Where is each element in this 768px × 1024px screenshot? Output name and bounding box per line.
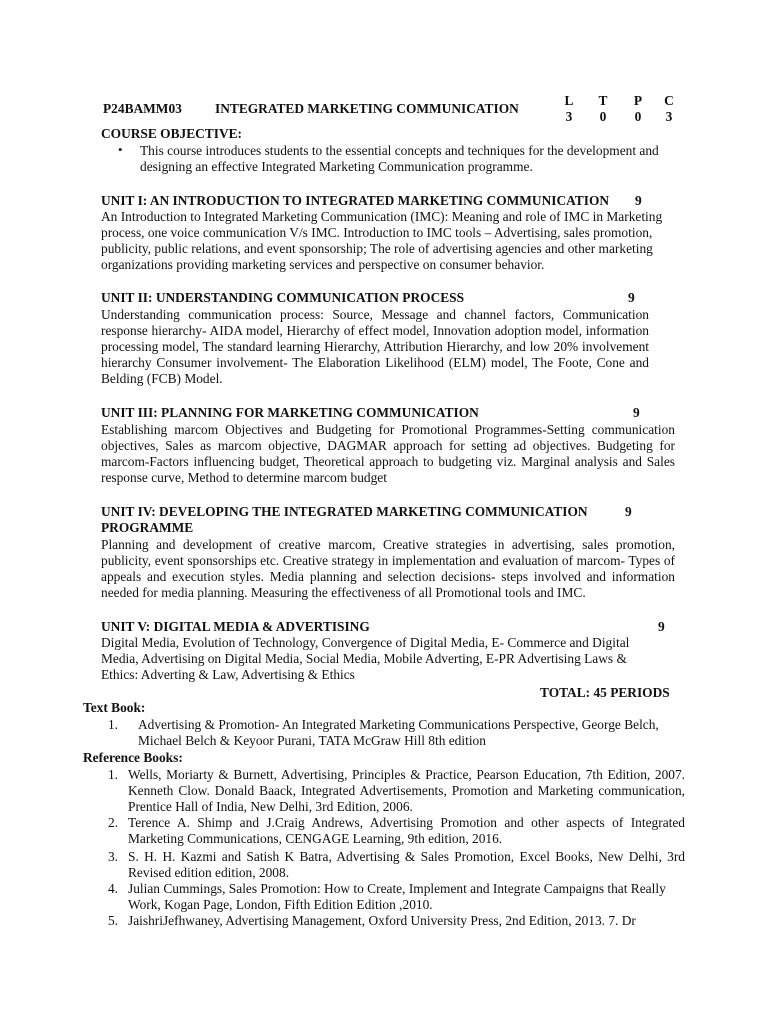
unit-3-content: Establishing marcom Objectives and Budgeting for Promotional Programmes-Setting communication objectives, Sales as marcom objective, DAGMAR approach for setting ad objectives. Budgeting for marcom-Factors influencing budget, Theoretical approach to budgeting viz. Marginal analysis and Sales response curve, Method to determine marcom budget [101, 422, 675, 485]
ltpc-label-c: C [664, 93, 674, 108]
textbook-item [100, 717, 685, 749]
ltpc-label-l: L [564, 93, 574, 108]
unit-5-heading [101, 619, 676, 635]
reference-item-3 [100, 849, 685, 881]
ltpc-label-p: P [633, 93, 643, 108]
unit-2-title: UNIT II: UNDERSTANDING COMMUNICATION PROCESS [101, 290, 465, 305]
ltpc-value-t: 0 [599, 109, 607, 124]
textbook-heading: Text Book: [83, 700, 146, 715]
unit-4-hours: 9 [625, 504, 632, 519]
unit-1-title: UNIT I: AN INTRODUCTION TO INTEGRATED MARKETING COMMUNICATION [101, 193, 610, 208]
unit-3-title: UNIT III: PLANNING FOR MARKETING COMMUNICATION [101, 405, 479, 420]
unit-1-heading [101, 193, 676, 209]
unit-1-hours: 9 [635, 193, 642, 208]
reference-item-2 [100, 815, 685, 847]
unit-4-title: UNIT IV: DEVELOPING THE INTEGRATED MARKETING COMMUNICATION PROGRAMME [101, 504, 588, 535]
objective-text: This course introduces students to the essential concepts and techniques for the development and designing an effective Integrated Marketing Communication programme. [140, 143, 659, 174]
unit-5-title: UNIT V: DIGITAL MEDIA & ADVERTISING [101, 619, 370, 634]
course-title: INTEGRATED MARKETING COMMUNICATION [215, 101, 519, 116]
reference-item-5 [100, 913, 685, 929]
ltpc-label-t: T [598, 93, 608, 108]
reference-item-4 [100, 881, 685, 913]
reference-number: 3. [107, 849, 118, 864]
unit-2-heading [101, 290, 676, 306]
ltpc-value-l: 3 [565, 109, 573, 124]
reference-text: Wells, Moriarty & Burnett, Advertising, Principles & Practice, Pearson Education, 7th Edition, 2007. Kenneth Clow. Donald Baack, Integrated Advertisements, Promotion and Marketing communication, Prentice Hall of India, New Delhi, 3rd Edition, 2006. [128, 767, 685, 814]
unit-2-content: Understanding communication process: Source, Message and channel factors, Communication response hierarchy- AIDA model, Hierarchy of effect model, Innovation adoption model, information processing model, The standard learning Hierarchy, Attribution Hierarchy, and low 20% involvement hierarchy Consumer involvement- The Elaboration Likelihood (ELM) model, The Foote, Cone and Belding (FCB) Model. [101, 307, 649, 386]
ltpc-value-p: 0 [634, 109, 642, 124]
references-heading: Reference Books: [83, 750, 183, 765]
total-periods: TOTAL: 45 PERIODS [540, 685, 670, 700]
reference-number: 5. [107, 913, 118, 928]
objective-heading: COURSE OBJECTIVE: [101, 126, 243, 141]
unit-3-heading [101, 405, 676, 421]
ltpc-value-c: 3 [665, 109, 673, 124]
unit-4-heading [101, 504, 632, 536]
reference-number: 1. [107, 767, 118, 782]
reference-text: S. H. H. Kazmi and Satish K Batra, Advertising & Sales Promotion, Excel Books, New Delhi, 3rd Revised edition edition, 2008. [128, 849, 685, 880]
textbook-item-text: Advertising & Promotion- An Integrated Marketing Communications Perspective, George Belch, Michael Belch & Keyoor Purani, TATA McGraw Hill 8th edition [138, 717, 659, 748]
textbook-item-number: 1. [107, 717, 118, 732]
reference-number: 4. [107, 881, 118, 896]
unit-3-hours: 9 [633, 405, 640, 420]
reference-number: 2. [107, 815, 118, 830]
unit-2-hours: 9 [628, 290, 635, 305]
unit-1-content: An Introduction to Integrated Marketing Communication (IMC): Meaning and role of IMC in Marketing process, one voice communication V/s IMC. Introduction to IMC tools – Advertising, sales promotion, publicity, public relations, and event sponsorship; The role of advertising agencies and other marketing organizations providing marketing services and perspective on consumer behavior. [101, 209, 663, 272]
bullet-icon: • [118, 142, 123, 157]
reference-text: Terence A. Shimp and J.Craig Andrews, Advertising Promotion and other aspects of Integrated Marketing Communications, CENGAGE Learning, 9th edition, 2016. [128, 815, 685, 846]
reference-item-1 [100, 767, 685, 815]
unit-5-hours: 9 [658, 619, 665, 634]
reference-text: Julian Cummings, Sales Promotion: How to Create, Implement and Integrate Campaigns that Really Work, Kogan Page, London, Fifth Edition Edition ,2010. [128, 881, 666, 912]
course-code: P24BAMM03 [103, 101, 182, 116]
unit-5-content: Digital Media, Evolution of Technology, Convergence of Digital Media, E- Commerce and Digital Media, Advertising on Digital Media, Social Media, Mobile Adverting, E-PR Advertising Laws & Ethics: Adverting & Law, Advertising & Ethics [101, 635, 630, 682]
reference-text: JaishriJefhwaney, Advertising Management, Oxford University Press, 2nd Edition, 2013. 7. Dr [128, 913, 636, 928]
unit-4-content: Planning and development of creative marcom, Creative strategies in advertising, sales promotion, publicity, event sponsorships etc. Creative strategy in implementation and evaluation of marcom- Types of appeals and execution styles. Media planning and selection decisions- steps involved and information needed for media planning. Measuring the effectiveness of all Promotional tools and IMC. [101, 537, 675, 600]
